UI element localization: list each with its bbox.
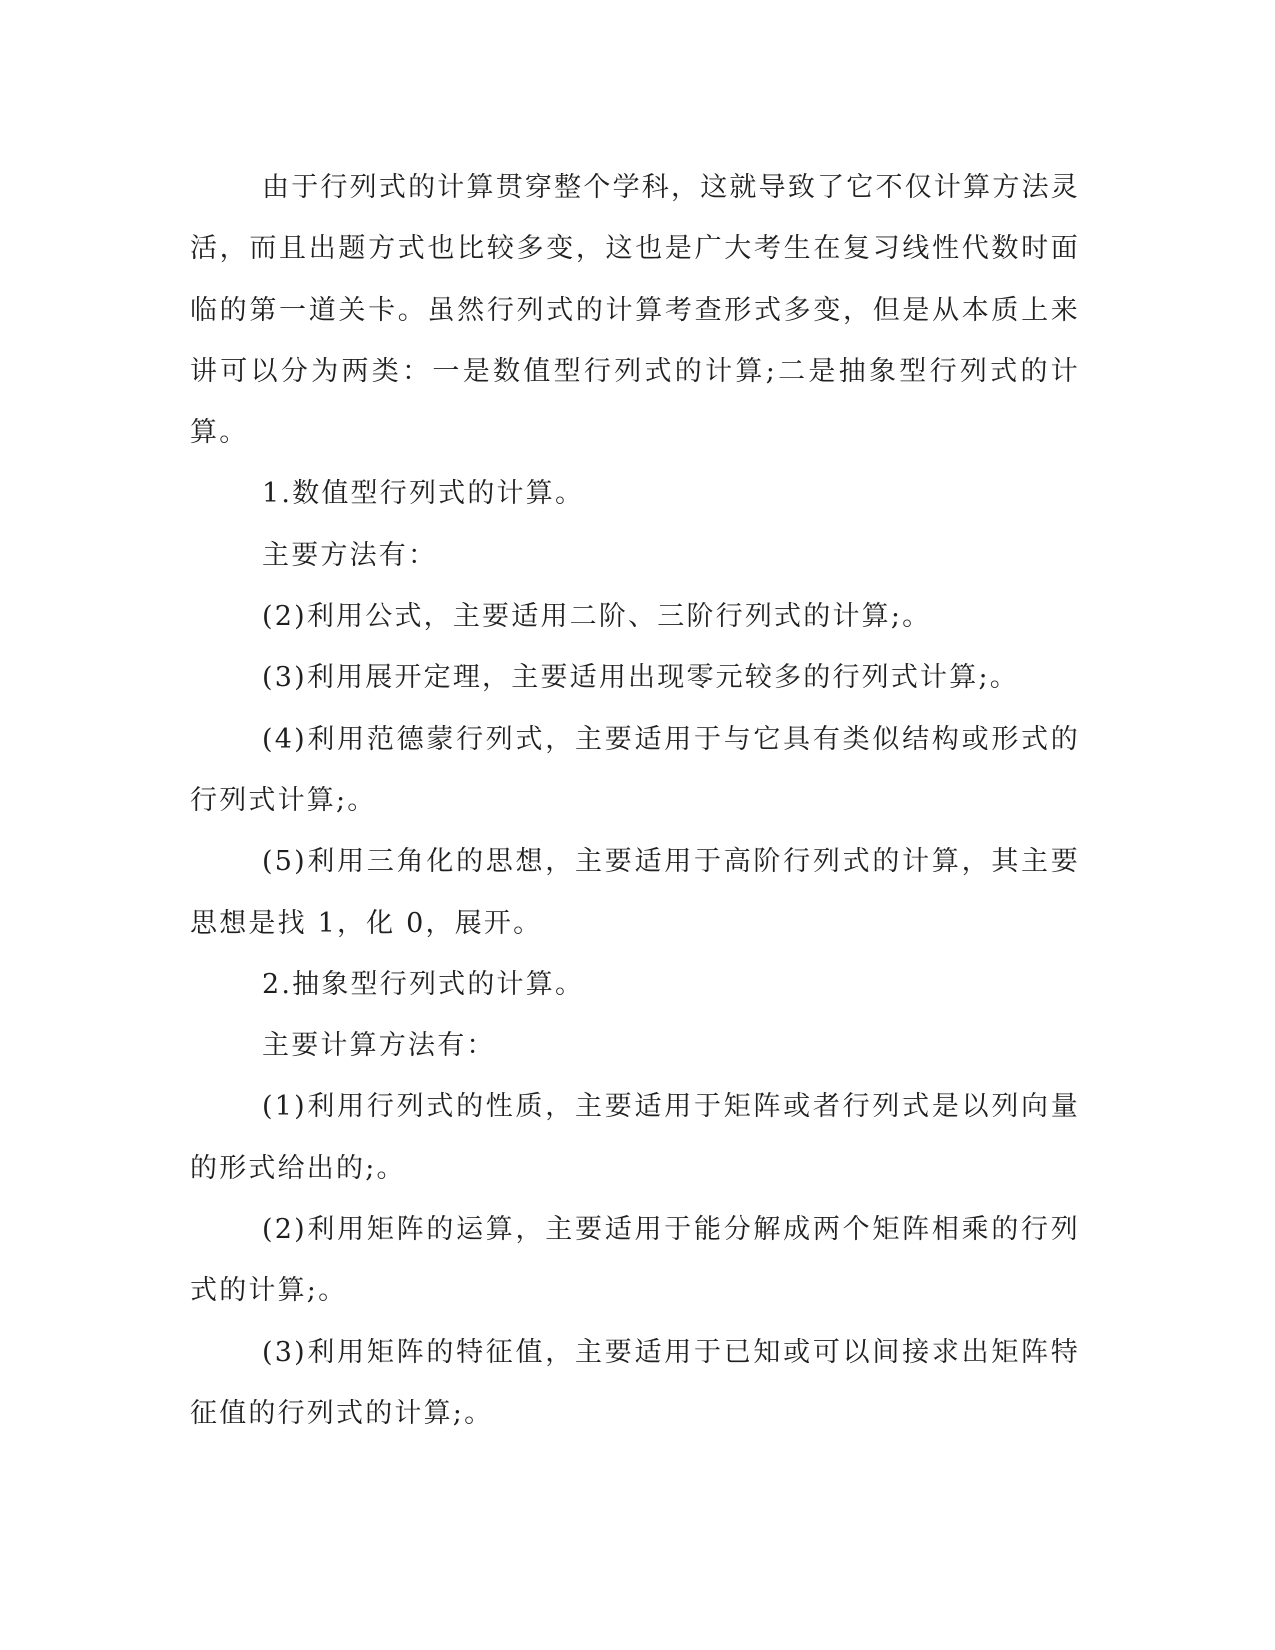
list-item-properties: (1)利用行列式的性质，主要适用于矩阵或者行列式是以列向量的形式给出的;。 — [190, 1091, 1080, 1184]
list-item-formula: (2)利用公式，主要适用二阶、三阶行列式的计算;。 — [262, 601, 932, 633]
heading-numeric-determinant: 1.数值型行列式的计算。 — [262, 478, 585, 510]
paragraph-methods-label: 主要方法有： — [262, 539, 438, 571]
document-body — [190, 157, 1080, 1444]
list-item-matrix-operations: (2)利用矩阵的运算，主要适用于能分解成两个矩阵相乘的行列式的计算;。 — [190, 1214, 1080, 1307]
paragraph-intro: 由于行列式的计算贯穿整个学科，这就导致了它不仅计算方法灵活，而且出题方式也比较多变，这也是广大考生在复习线性代数时面临的第一道关卡。虽然行列式的计算考查形式多变，但是从本质上来讲可以分为两类：一是数值型行列式的计算;二是抽象型行列式的计算。 — [190, 172, 1080, 449]
list-item-eigenvalues: (3)利用矩阵的特征值，主要适用于已知或可以间接求出矩阵特征值的行列式的计算;。 — [190, 1336, 1080, 1429]
list-item-vandermonde: (4)利用范德蒙行列式，主要适用于与它具有类似结构或形式的行列式计算;。 — [190, 723, 1080, 816]
heading-abstract-determinant: 2.抽象型行列式的计算。 — [262, 968, 585, 1000]
list-item-triangulation: (5)利用三角化的思想，主要适用于高阶行列式的计算，其主要思想是找 1，化 0，展开。 — [190, 846, 1080, 939]
paragraph-main-methods-label: 主要计算方法有： — [262, 1030, 496, 1062]
list-item-expansion-theorem: (3)利用展开定理，主要适用出现零元较多的行列式计算;。 — [262, 662, 1019, 694]
